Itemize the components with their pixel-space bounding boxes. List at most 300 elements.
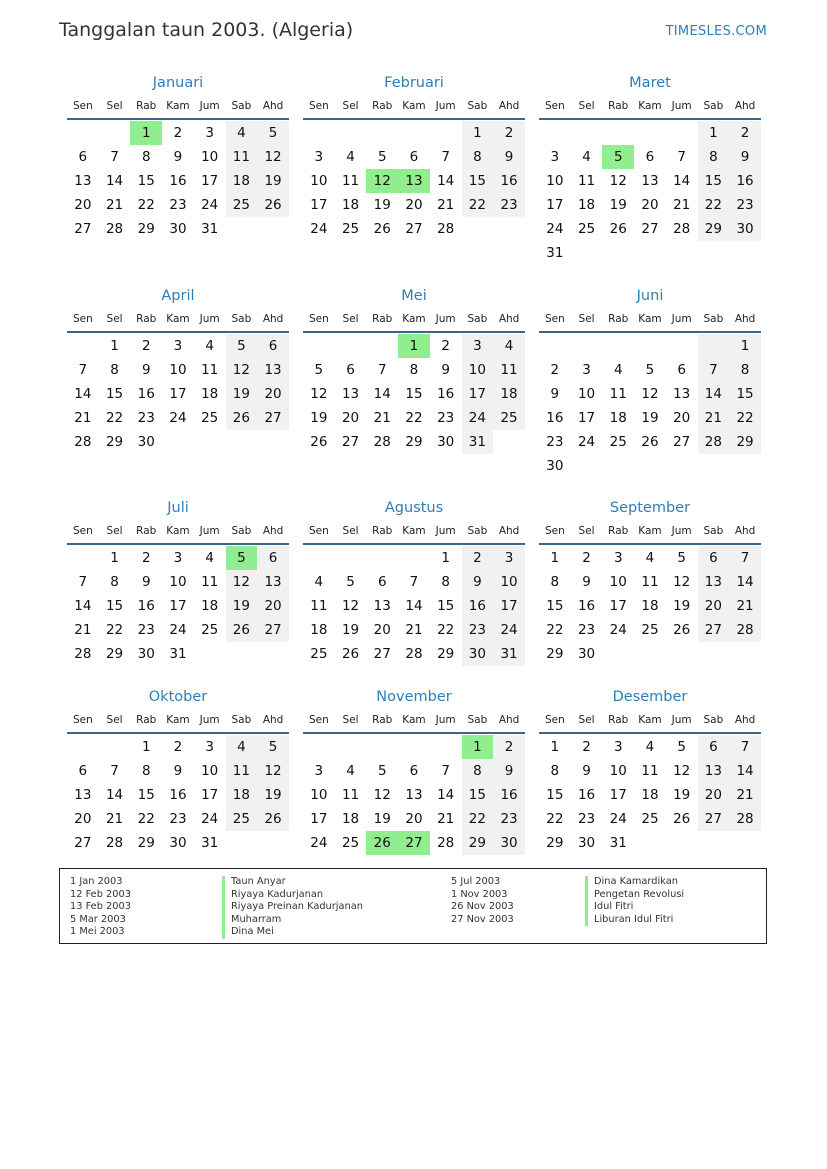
day-cell[interactable]: 12 (226, 358, 258, 382)
day-cell[interactable]: 27 (398, 831, 430, 855)
day-cell[interactable]: 5 (677, 550, 686, 566)
day-cell[interactable]: 3 (462, 334, 494, 358)
day-cell[interactable]: 22 (105, 622, 124, 638)
day-cell[interactable]: 30 (169, 835, 187, 851)
day-cell[interactable]: 16 (437, 386, 455, 402)
day-cell[interactable]: 29 (462, 831, 494, 855)
day-cell[interactable]: 12 (257, 759, 289, 783)
day-cell[interactable]: 14 (673, 173, 691, 189)
day-cell[interactable]: 14 (729, 759, 761, 783)
day-cell[interactable]: 1 (550, 550, 560, 566)
day-cell[interactable]: 15 (405, 386, 423, 402)
day-cell[interactable]: 5 (226, 546, 258, 570)
day-cell[interactable]: 17 (310, 811, 328, 827)
day-cell[interactable]: 9 (550, 386, 560, 402)
day-cell[interactable]: 24 (310, 835, 328, 851)
day-cell[interactable]: 18 (201, 386, 219, 402)
day-cell[interactable]: 2 (582, 550, 591, 566)
day-cell[interactable]: 4 (645, 739, 655, 755)
day-cell[interactable]: 6 (377, 574, 387, 590)
day-cell[interactable]: 2 (141, 550, 151, 566)
day-cell[interactable]: 21 (673, 197, 691, 213)
day-cell[interactable]: 1 (130, 121, 162, 145)
day-cell[interactable]: 16 (493, 783, 525, 807)
day-cell[interactable]: 16 (546, 410, 564, 426)
day-cell[interactable]: 10 (310, 787, 328, 803)
day-cell[interactable]: 11 (310, 598, 328, 614)
day-cell[interactable]: 3 (173, 338, 183, 354)
day-cell[interactable]: 12 (609, 173, 627, 189)
day-cell[interactable]: 27 (673, 434, 691, 450)
day-cell[interactable]: 23 (137, 410, 155, 426)
day-cell[interactable]: 2 (550, 362, 560, 378)
day-cell[interactable]: 26 (226, 406, 258, 430)
day-cell[interactable]: 3 (314, 763, 324, 779)
day-cell[interactable]: 29 (546, 646, 564, 662)
day-cell[interactable]: 12 (673, 574, 691, 590)
day-cell[interactable]: 8 (729, 358, 761, 382)
day-cell[interactable]: 18 (577, 197, 596, 213)
day-cell[interactable]: 17 (462, 382, 494, 406)
day-cell[interactable]: 8 (141, 763, 151, 779)
day-cell[interactable]: 31 (609, 835, 627, 851)
day-cell[interactable]: 20 (74, 197, 92, 213)
day-cell[interactable]: 3 (613, 739, 623, 755)
day-cell[interactable]: 13 (673, 386, 691, 402)
day-cell[interactable]: 27 (257, 406, 289, 430)
day-cell[interactable]: 20 (341, 410, 360, 426)
day-cell[interactable]: 14 (698, 382, 730, 406)
day-cell[interactable]: 25 (201, 410, 219, 426)
day-cell[interactable]: 8 (550, 574, 560, 590)
day-cell[interactable]: 14 (105, 787, 124, 803)
day-cell[interactable]: 2 (173, 739, 183, 755)
day-cell[interactable]: 26 (366, 831, 398, 855)
day-cell[interactable]: 10 (609, 763, 627, 779)
day-cell[interactable]: 15 (698, 169, 730, 193)
day-cell[interactable]: 5 (346, 574, 355, 590)
day-cell[interactable]: 30 (137, 646, 155, 662)
day-cell[interactable]: 13 (405, 787, 423, 803)
day-cell[interactable]: 25 (609, 434, 627, 450)
day-cell[interactable]: 20 (74, 811, 92, 827)
day-cell[interactable]: 16 (169, 787, 187, 803)
day-cell[interactable]: 16 (493, 169, 525, 193)
day-cell[interactable]: 26 (373, 221, 391, 237)
day-cell[interactable]: 29 (405, 434, 423, 450)
day-cell[interactable]: 26 (226, 618, 258, 642)
day-cell[interactable]: 22 (546, 811, 564, 827)
day-cell[interactable]: 28 (673, 221, 691, 237)
day-cell[interactable]: 13 (398, 169, 430, 193)
day-cell[interactable]: 7 (441, 149, 450, 165)
day-cell[interactable]: 27 (341, 434, 360, 450)
day-cell[interactable]: 17 (546, 197, 564, 213)
day-cell[interactable]: 20 (257, 382, 289, 406)
day-cell[interactable]: 4 (346, 149, 355, 165)
day-cell[interactable]: 5 (645, 362, 655, 378)
day-cell[interactable]: 10 (546, 173, 564, 189)
day-cell[interactable]: 16 (462, 594, 494, 618)
day-cell[interactable]: 8 (141, 149, 151, 165)
day-cell[interactable]: 3 (550, 149, 560, 165)
day-cell[interactable]: 3 (314, 149, 324, 165)
day-cell[interactable]: 29 (105, 434, 124, 450)
day-cell[interactable]: 16 (137, 386, 155, 402)
day-cell[interactable]: 29 (546, 835, 564, 851)
day-cell[interactable]: 30 (462, 642, 494, 666)
day-cell[interactable]: 2 (493, 735, 525, 759)
day-cell[interactable]: 13 (641, 173, 659, 189)
day-cell[interactable]: 28 (437, 221, 455, 237)
day-cell[interactable]: 25 (641, 811, 659, 827)
day-cell[interactable]: 16 (169, 173, 187, 189)
day-cell[interactable]: 2 (729, 121, 761, 145)
day-cell[interactable]: 18 (341, 811, 360, 827)
day-cell[interactable]: 21 (729, 594, 761, 618)
day-cell[interactable]: 3 (582, 362, 591, 378)
day-cell[interactable]: 13 (74, 787, 92, 803)
day-cell[interactable]: 1 (141, 739, 151, 755)
day-cell[interactable]: 19 (641, 410, 659, 426)
day-cell[interactable]: 20 (698, 594, 730, 618)
day-cell[interactable]: 3 (205, 739, 214, 755)
day-cell[interactable]: 31 (169, 646, 187, 662)
day-cell[interactable]: 23 (137, 622, 155, 638)
day-cell[interactable]: 13 (257, 570, 289, 594)
day-cell[interactable]: 17 (493, 594, 525, 618)
day-cell[interactable]: 11 (641, 763, 659, 779)
day-cell[interactable]: 22 (729, 406, 761, 430)
day-cell[interactable]: 28 (74, 646, 92, 662)
day-cell[interactable]: 5 (377, 149, 387, 165)
day-cell[interactable]: 19 (373, 811, 391, 827)
day-cell[interactable]: 30 (169, 221, 187, 237)
day-cell[interactable]: 7 (78, 362, 88, 378)
day-cell[interactable]: 19 (341, 622, 360, 638)
day-cell[interactable]: 25 (226, 193, 258, 217)
day-cell[interactable]: 11 (201, 362, 219, 378)
day-cell[interactable]: 19 (673, 598, 691, 614)
day-cell[interactable]: 27 (74, 835, 92, 851)
day-cell[interactable]: 22 (437, 622, 455, 638)
day-cell[interactable]: 23 (577, 811, 596, 827)
day-cell[interactable]: 19 (373, 197, 391, 213)
day-cell[interactable]: 18 (609, 410, 627, 426)
day-cell[interactable]: 24 (493, 618, 525, 642)
day-cell[interactable]: 5 (377, 763, 387, 779)
day-cell[interactable]: 6 (645, 149, 655, 165)
day-cell[interactable]: 19 (257, 169, 289, 193)
day-cell[interactable]: 2 (173, 125, 183, 141)
day-cell[interactable]: 1 (698, 121, 730, 145)
day-cell[interactable]: 17 (201, 787, 219, 803)
day-cell[interactable]: 22 (137, 811, 155, 827)
day-cell[interactable]: 4 (346, 763, 355, 779)
day-cell[interactable]: 12 (257, 145, 289, 169)
day-cell[interactable]: 6 (698, 735, 730, 759)
day-cell[interactable]: 8 (550, 763, 560, 779)
day-cell[interactable]: 16 (137, 598, 155, 614)
day-cell[interactable]: 21 (105, 811, 124, 827)
day-cell[interactable]: 11 (341, 173, 360, 189)
day-cell[interactable]: 27 (405, 221, 423, 237)
day-cell[interactable]: 20 (698, 783, 730, 807)
day-cell[interactable]: 19 (226, 382, 258, 406)
day-cell[interactable]: 1 (550, 739, 560, 755)
day-cell[interactable]: 28 (437, 835, 455, 851)
day-cell[interactable]: 14 (437, 173, 455, 189)
day-cell[interactable]: 7 (698, 358, 730, 382)
day-cell[interactable]: 23 (437, 410, 455, 426)
day-cell[interactable]: 9 (173, 763, 183, 779)
day-cell[interactable]: 11 (493, 358, 525, 382)
day-cell[interactable]: 24 (169, 410, 187, 426)
day-cell[interactable]: 8 (462, 145, 494, 169)
day-cell[interactable]: 27 (257, 618, 289, 642)
day-cell[interactable]: 14 (105, 173, 124, 189)
day-cell[interactable]: 28 (74, 434, 92, 450)
day-cell[interactable]: 30 (437, 434, 455, 450)
day-cell[interactable]: 15 (105, 386, 124, 402)
day-cell[interactable]: 11 (341, 787, 360, 803)
day-cell[interactable]: 19 (609, 197, 627, 213)
day-cell[interactable]: 9 (493, 759, 525, 783)
day-cell[interactable]: 30 (577, 646, 596, 662)
day-cell[interactable]: 11 (641, 574, 659, 590)
day-cell[interactable]: 18 (310, 622, 328, 638)
day-cell[interactable]: 19 (673, 787, 691, 803)
day-cell[interactable]: 6 (409, 763, 419, 779)
day-cell[interactable]: 19 (226, 594, 258, 618)
day-cell[interactable]: 12 (673, 763, 691, 779)
day-cell[interactable]: 26 (310, 434, 328, 450)
day-cell[interactable]: 21 (405, 622, 423, 638)
day-cell[interactable]: 20 (257, 594, 289, 618)
day-cell[interactable]: 23 (493, 807, 525, 831)
day-cell[interactable]: 22 (137, 197, 155, 213)
day-cell[interactable]: 27 (373, 646, 391, 662)
day-cell[interactable]: 2 (493, 121, 525, 145)
day-cell[interactable]: 24 (201, 197, 219, 213)
day-cell[interactable]: 12 (373, 787, 391, 803)
day-cell[interactable]: 15 (137, 173, 155, 189)
day-cell[interactable]: 21 (74, 622, 92, 638)
day-cell[interactable]: 27 (698, 618, 730, 642)
day-cell[interactable]: 4 (314, 574, 324, 590)
day-cell[interactable]: 18 (226, 783, 258, 807)
day-cell[interactable]: 20 (405, 197, 423, 213)
day-cell[interactable]: 10 (169, 574, 187, 590)
day-cell[interactable]: 14 (74, 386, 92, 402)
day-cell[interactable]: 4 (493, 334, 525, 358)
day-cell[interactable]: 3 (205, 125, 214, 141)
day-cell[interactable]: 27 (641, 221, 659, 237)
day-cell[interactable]: 22 (105, 410, 124, 426)
day-cell[interactable]: 8 (110, 574, 119, 590)
day-cell[interactable]: 1 (110, 550, 119, 566)
day-cell[interactable]: 30 (729, 217, 761, 241)
day-cell[interactable]: 12 (641, 386, 659, 402)
day-cell[interactable]: 8 (409, 362, 419, 378)
day-cell[interactable]: 31 (201, 221, 219, 237)
day-cell[interactable]: 23 (169, 197, 187, 213)
day-cell[interactable]: 22 (546, 622, 564, 638)
day-cell[interactable]: 18 (641, 598, 659, 614)
day-cell[interactable]: 7 (729, 546, 761, 570)
day-cell[interactable]: 1 (729, 334, 761, 358)
day-cell[interactable]: 15 (137, 787, 155, 803)
day-cell[interactable]: 30 (493, 831, 525, 855)
day-cell[interactable]: 9 (582, 763, 591, 779)
day-cell[interactable]: 27 (74, 221, 92, 237)
day-cell[interactable]: 4 (205, 550, 214, 566)
day-cell[interactable]: 1 (462, 735, 494, 759)
day-cell[interactable]: 24 (546, 221, 564, 237)
day-cell[interactable]: 9 (173, 149, 183, 165)
day-cell[interactable]: 7 (441, 763, 450, 779)
day-cell[interactable]: 22 (462, 193, 494, 217)
day-cell[interactable]: 9 (141, 574, 151, 590)
day-cell[interactable]: 26 (257, 193, 289, 217)
day-cell[interactable]: 27 (698, 807, 730, 831)
day-cell[interactable]: 16 (729, 169, 761, 193)
day-cell[interactable]: 9 (493, 145, 525, 169)
day-cell[interactable]: 15 (462, 169, 494, 193)
day-cell[interactable]: 17 (169, 386, 187, 402)
day-cell[interactable]: 24 (609, 622, 627, 638)
day-cell[interactable]: 12 (341, 598, 360, 614)
day-cell[interactable]: 10 (462, 358, 494, 382)
day-cell[interactable]: 23 (462, 618, 494, 642)
day-cell[interactable]: 4 (645, 550, 655, 566)
day-cell[interactable]: 26 (257, 807, 289, 831)
day-cell[interactable]: 11 (226, 145, 258, 169)
site-brand-link[interactable]: TIMESLES.COM (665, 24, 767, 39)
day-cell[interactable]: 11 (201, 574, 219, 590)
day-cell[interactable]: 24 (169, 622, 187, 638)
day-cell[interactable]: 29 (105, 646, 124, 662)
day-cell[interactable]: 1 (398, 334, 430, 358)
day-cell[interactable]: 8 (441, 574, 450, 590)
day-cell[interactable]: 8 (462, 759, 494, 783)
day-cell[interactable]: 26 (609, 221, 627, 237)
day-cell[interactable]: 14 (373, 386, 391, 402)
day-cell[interactable]: 23 (729, 193, 761, 217)
day-cell[interactable]: 11 (577, 173, 596, 189)
day-cell[interactable]: 12 (366, 169, 398, 193)
day-cell[interactable]: 15 (546, 787, 564, 803)
day-cell[interactable]: 30 (137, 434, 155, 450)
day-cell[interactable]: 16 (577, 598, 596, 614)
day-cell[interactable]: 29 (437, 646, 455, 662)
day-cell[interactable]: 2 (582, 739, 591, 755)
day-cell[interactable]: 30 (546, 458, 564, 474)
day-cell[interactable]: 5 (314, 362, 324, 378)
day-cell[interactable]: 15 (105, 598, 124, 614)
day-cell[interactable]: 17 (201, 173, 219, 189)
day-cell[interactable]: 29 (137, 835, 155, 851)
day-cell[interactable]: 21 (373, 410, 391, 426)
day-cell[interactable]: 6 (78, 763, 88, 779)
day-cell[interactable]: 1 (110, 338, 119, 354)
day-cell[interactable]: 6 (257, 546, 289, 570)
day-cell[interactable]: 7 (110, 763, 119, 779)
day-cell[interactable]: 4 (205, 338, 214, 354)
day-cell[interactable]: 4 (582, 149, 591, 165)
day-cell[interactable]: 28 (373, 434, 391, 450)
day-cell[interactable]: 25 (577, 221, 596, 237)
day-cell[interactable]: 7 (78, 574, 88, 590)
day-cell[interactable]: 10 (609, 574, 627, 590)
day-cell[interactable]: 21 (437, 811, 455, 827)
day-cell[interactable]: 12 (310, 386, 328, 402)
day-cell[interactable]: 6 (677, 362, 686, 378)
day-cell[interactable]: 25 (641, 622, 659, 638)
day-cell[interactable]: 25 (201, 622, 219, 638)
day-cell[interactable]: 23 (169, 811, 187, 827)
day-cell[interactable]: 10 (310, 173, 328, 189)
day-cell[interactable]: 6 (698, 546, 730, 570)
day-cell[interactable]: 20 (641, 197, 659, 213)
day-cell[interactable]: 13 (341, 386, 360, 402)
day-cell[interactable]: 13 (74, 173, 92, 189)
day-cell[interactable]: 20 (673, 410, 691, 426)
day-cell[interactable]: 6 (409, 149, 419, 165)
day-cell[interactable]: 15 (729, 382, 761, 406)
day-cell[interactable]: 9 (729, 145, 761, 169)
day-cell[interactable]: 23 (493, 193, 525, 217)
day-cell[interactable]: 24 (310, 221, 328, 237)
day-cell[interactable]: 5 (226, 334, 258, 358)
day-cell[interactable]: 13 (698, 759, 730, 783)
day-cell[interactable]: 15 (462, 783, 494, 807)
day-cell[interactable]: 25 (310, 646, 328, 662)
day-cell[interactable]: 2 (141, 338, 151, 354)
day-cell[interactable]: 24 (577, 434, 596, 450)
day-cell[interactable]: 25 (341, 221, 360, 237)
day-cell[interactable]: 5 (257, 121, 289, 145)
day-cell[interactable]: 2 (462, 546, 494, 570)
day-cell[interactable]: 21 (74, 410, 92, 426)
day-cell[interactable]: 1 (462, 121, 494, 145)
day-cell[interactable]: 23 (546, 434, 564, 450)
day-cell[interactable]: 31 (462, 430, 494, 454)
day-cell[interactable]: 29 (698, 217, 730, 241)
day-cell[interactable]: 5 (602, 145, 634, 169)
day-cell[interactable]: 10 (577, 386, 596, 402)
day-cell[interactable]: 23 (577, 622, 596, 638)
day-cell[interactable]: 19 (310, 410, 328, 426)
day-cell[interactable]: 13 (373, 598, 391, 614)
day-cell[interactable]: 5 (257, 735, 289, 759)
day-cell[interactable]: 11 (609, 386, 627, 402)
day-cell[interactable]: 24 (201, 811, 219, 827)
day-cell[interactable]: 18 (641, 787, 659, 803)
day-cell[interactable]: 28 (105, 835, 124, 851)
day-cell[interactable]: 11 (226, 759, 258, 783)
day-cell[interactable]: 28 (729, 618, 761, 642)
day-cell[interactable]: 16 (577, 787, 596, 803)
day-cell[interactable]: 31 (201, 835, 219, 851)
day-cell[interactable]: 14 (74, 598, 92, 614)
day-cell[interactable]: 7 (110, 149, 119, 165)
day-cell[interactable]: 14 (437, 787, 455, 803)
day-cell[interactable]: 28 (729, 807, 761, 831)
day-cell[interactable]: 17 (609, 787, 627, 803)
day-cell[interactable]: 29 (137, 221, 155, 237)
day-cell[interactable]: 22 (405, 410, 423, 426)
